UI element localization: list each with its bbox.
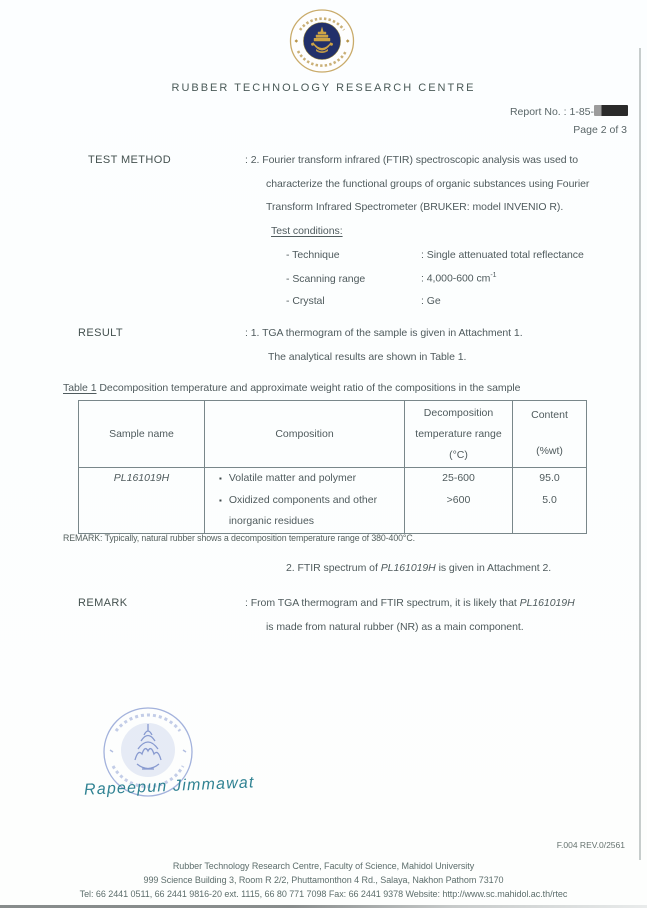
table-title bbox=[63, 382, 520, 394]
composition-item bbox=[205, 490, 404, 533]
test-method-line-1: : 2. Fourier transform infrared (FTIR) spectroscopic analysis was used to bbox=[245, 154, 579, 166]
result-label: RESULT bbox=[78, 327, 123, 339]
square-bullet-icon: ▪ bbox=[219, 474, 222, 483]
remark-line-2: is made from natural rubber (NR) as a main component. bbox=[266, 621, 524, 633]
footer-line-2: 999 Science Building 3, Room R 2/2, Phuttamonthon 4 Rd., Salaya, Nakhon Pathom 73170 bbox=[143, 875, 504, 885]
table-remark: REMARK: Typically, natural rubber shows a decomposition temperature range of 380-400°C. bbox=[63, 533, 415, 543]
result-line-2: The analytical results are shown in Table 1. bbox=[268, 351, 467, 363]
condition-name: - Technique bbox=[286, 249, 340, 261]
centre-name: RUBBER TECHNOLOGY RESEARCH CENTRE bbox=[171, 82, 476, 94]
test-method-line-3: Transform Infrared Spectrometer (BRUKER: model INVENIO R). bbox=[266, 201, 564, 213]
col-header-sample-name: Sample name bbox=[79, 401, 205, 468]
sample-name-italic: PL161019H bbox=[380, 562, 436, 574]
condition-value-exponent: -1 bbox=[490, 272, 497, 279]
report-number-label: Report No. : 1-85- bbox=[509, 106, 594, 118]
temperature-range-value: 25-600 bbox=[442, 472, 475, 484]
remark-label: REMARK bbox=[78, 597, 128, 609]
condition-row-crystal bbox=[286, 295, 441, 307]
test-method-label: TEST METHOD bbox=[88, 154, 172, 166]
cell-composition bbox=[205, 468, 405, 534]
square-bullet-icon: ▪ bbox=[219, 495, 222, 505]
cell-sample-name: PL161019H bbox=[79, 468, 205, 534]
condition-value: : Single attenuated total reflectance bbox=[421, 249, 584, 261]
remark-line-1-pre: : From TGA thermogram and FTIR spectrum, it is likely that bbox=[245, 597, 520, 609]
composition-item-text: Volatile matter and polymer bbox=[228, 472, 357, 484]
composition-item-text: Oxidized components and other inorganic residues bbox=[228, 493, 378, 527]
signature: Rapeepun Jimmawat bbox=[83, 774, 255, 799]
content-value: 5.0 bbox=[542, 493, 557, 506]
content-value: 95.0 bbox=[539, 472, 560, 484]
redaction-box bbox=[594, 105, 628, 116]
page-number: Page 2 of 3 bbox=[573, 124, 627, 136]
test-method-line-2: characterize the functional groups of organic substances using Fourier bbox=[266, 178, 590, 190]
condition-name: - Crystal bbox=[286, 295, 325, 307]
result-item-2 bbox=[286, 562, 551, 574]
condition-name: - Scanning range bbox=[286, 272, 366, 285]
remark-line-1 bbox=[245, 597, 575, 609]
cell-temperature-range bbox=[405, 468, 513, 534]
form-code: F.004 REV.0/2561 bbox=[556, 840, 625, 850]
table-title-text: Decomposition temperature and approximate weight ratio of the compositions in the sample bbox=[96, 382, 521, 394]
sample-name-italic: PL161019H bbox=[519, 597, 575, 609]
table-row bbox=[79, 468, 587, 534]
col-header-decomposition: Decomposition temperature range (°C) bbox=[405, 401, 513, 468]
test-conditions-title: Test conditions: bbox=[271, 225, 343, 237]
result-item-2-post: is given in Attachment 2. bbox=[435, 562, 552, 574]
condition-row-scanning-range bbox=[286, 272, 496, 285]
result-item-2-pre: 2. FTIR spectrum of bbox=[286, 562, 381, 574]
table-title-ref: Table 1 bbox=[63, 382, 97, 394]
mahidol-emblem-logo bbox=[288, 8, 356, 74]
condition-row-technique bbox=[286, 249, 584, 261]
cell-content bbox=[513, 468, 587, 534]
footer-line-3: Tel: 66 2441 0511, 66 2441 9816-20 ext. 1115, 66 80 771 7098 Fax: 66 2441 9378 Website: http://www.sc.mahidol.ac.th/rtec bbox=[79, 889, 568, 899]
result-line-1: : 1. TGA thermogram of the sample is given in Attachment 1. bbox=[245, 327, 523, 339]
footer-line-1: Rubber Technology Research Centre, Faculty of Science, Mahidol University bbox=[172, 861, 475, 871]
col-header-composition: Composition bbox=[205, 401, 405, 468]
temperature-range-value: >600 bbox=[446, 493, 471, 506]
condition-value: : Ge bbox=[421, 295, 441, 307]
scan-edge-line bbox=[639, 48, 641, 860]
col-header-content: Content (%wt) bbox=[513, 401, 587, 468]
report-number-line bbox=[510, 105, 628, 118]
decomposition-table bbox=[78, 400, 587, 534]
composition-item bbox=[205, 468, 404, 490]
table-header-row bbox=[79, 401, 587, 468]
condition-value: : 4,000-600 cm bbox=[421, 272, 491, 285]
